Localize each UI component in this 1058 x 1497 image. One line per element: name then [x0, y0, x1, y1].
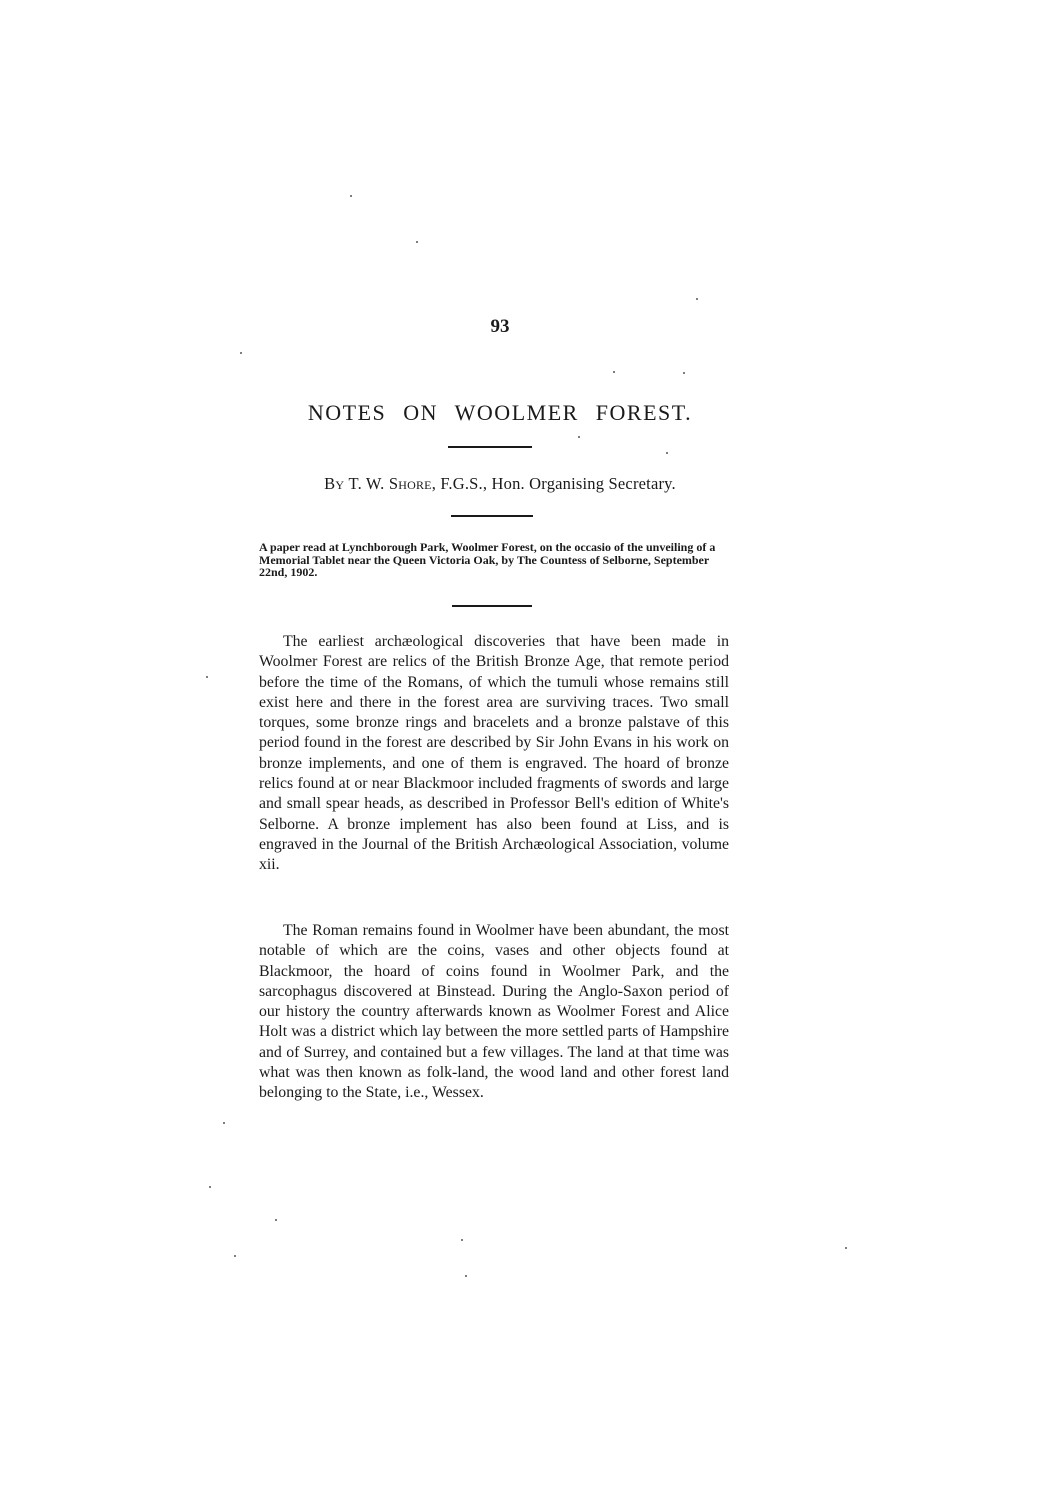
title-rule [448, 446, 532, 448]
scan-speck [461, 1239, 463, 1241]
byline [240, 474, 760, 494]
body-paragraph-2 [259, 921, 729, 1104]
scan-speck [350, 195, 352, 197]
scan-speck [578, 436, 580, 438]
paragraph-text: The earliest archæological discoveries that have been made in Woolmer Forest are relics of the British Bronze Age, that remote period before the time of the Romans, of which the tumuli whose remains still exist here and there in the forest area are surviving traces. Two small torques, some bronze rings and bracelets and a bronze palstave of this period found in the forest are described by Sir John Evans in his work on bronze implements, and one of them is engraved. The hoard of bronze relics found at or near Blackmoor included fragments of swords and large and small spear heads, as described in Professor Bell's edition of White's Selborne. A bronze implement has also been found at Liss, and is engraved in the Journal of the British Archæological Association, volume xii. [259, 633, 729, 874]
scan-speck [275, 1219, 277, 1221]
scan-speck [234, 1255, 236, 1257]
page-number: 93 [490, 316, 510, 337]
byline-rule [451, 515, 533, 517]
occasion-note: A paper read at Lynchborough Park, Woolmer Forest, on the occasio of the unveiling of a Memorial Tablet near the Queen Victoria Oak, by The Countess of Selborne, September 22nd, 1902. [259, 540, 716, 579]
scan-speck [666, 452, 668, 454]
scan-speck [240, 352, 242, 354]
article-title: NOTES ON WOOLMER FOREST. [307, 400, 693, 425]
scan-speck [223, 1122, 225, 1124]
scan-speck [416, 241, 418, 243]
byline-by: By [324, 474, 345, 493]
paragraph-text: The Roman remains found in Woolmer have been abundant, the most notable of which are the coins, vases and other objects found at Blackmoor, the hoard of coins found in Woolmer Park, and the sarcophagus discovered at Binstead. During the Anglo-Saxon period of our history the country afterwards known as Woolmer Forest and Alice Holt was a district which lay between the more settled parts of Hampshire and of Surrey, and contained but a few villages. The land at that time was what was then known as folk-land, the wood land and other forest land belonging to the State, i.e., Wessex. [259, 922, 729, 1102]
note-rule [452, 605, 532, 607]
byline-credentials: , F.G.S., Hon. Organising Secretary. [431, 474, 676, 493]
scan-speck [845, 1247, 847, 1249]
scan-speck [696, 298, 698, 300]
scan-speck [209, 1186, 211, 1188]
byline-author: T. W. Shore [348, 474, 432, 493]
scan-speck [465, 1275, 467, 1277]
scan-speck [613, 371, 615, 373]
body-paragraph-1 [259, 632, 729, 876]
scan-speck [206, 676, 208, 678]
scan-speck [683, 372, 685, 374]
